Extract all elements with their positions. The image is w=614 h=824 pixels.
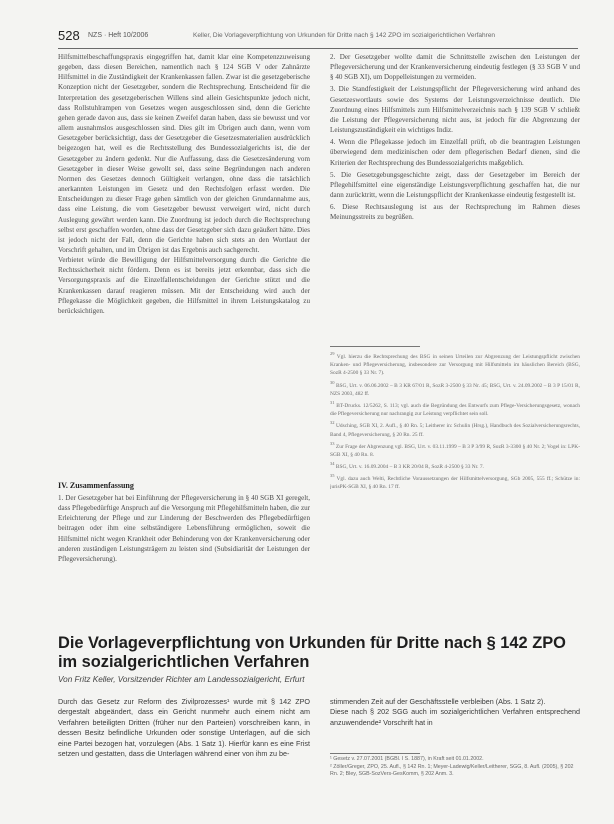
- footnote: [330, 379, 580, 398]
- footnote-divider: [330, 753, 420, 754]
- footnote: [330, 472, 580, 491]
- footnote-text: Zur Frage der Abgrenzung vgl. BSG, Urt. v. 03.11.1999 – B 3 P 3/99 R, SozR 3-3300 § 40 Nr. 2; Vogel in: LPK-SGB XI, § 40 Rn. 8.: [330, 443, 580, 458]
- footnote: [330, 350, 580, 378]
- paragraph: 5. Die Gesetzgebungsgeschichte zeigt, dass der Gesetzgeber im Bereich der Pflegehilfsmittel eine eigenständige Leistungsverpflichtung geschaffen hat, die nur dann zurücktritt, wenn die Leistungspflicht der Krankenkasse eindeutig festgestellt ist.: [330, 170, 580, 200]
- footnote-number: 32: [330, 420, 335, 426]
- footnote: ¹ Gesetz v. 27.07.2001 (BGBl. I S. 1887), in Kraft seit 01.01.2002.: [330, 756, 484, 762]
- footnote: [330, 399, 580, 418]
- footnote-number: 35: [330, 473, 335, 479]
- article-footnotes: [330, 756, 580, 801]
- paragraph: 4. Wenn die Pflegekasse jedoch im Einzelfall prüft, ob die beantragten Leistungen überwiegend dem medizinischen oder dem pflegerischen Bedarf dienen, sind die Kriterien der Rechtsprechung des Bundessozialgerichts maßgeblich.: [330, 138, 580, 167]
- footnote: [330, 419, 580, 438]
- page-number: 528: [58, 28, 80, 43]
- footnotes: [330, 350, 580, 615]
- paragraph: Hilfsmittelbeschaffungspraxis eingegriffen hat, damit klar eine Kompetenzzuweisung gegeben, dass diesen Bereichen, namentlich nach § 124 SGB V oder Zahnärzte Hilfsmittel in die Zuständigkeit der Krankenkassen fallen. Zwar ist die gesetzgeberische Konzeption nicht der Gesetzgeber, sondern die Rechtsprechung. Entscheidend für die Interpretation des gesetzgeberischen Willens sind allein Gesichtspunkte jedoch nicht, dass Rollstuhlrampen von Gesetzes wegen ausgeschlossen sind, denn die Gerichte gehen gerade davon aus, dass sie keinen Zweifel daran haben, dass sie bewusst und vor allem ausnahmslos ausgeschlossen sind. Dies gilt im Übrigen auch dann, wenn vom Gesetzgeber berücksichtigt, dass der Gesetzgeber die Gesetzesmaterialien ausdrücklich beigezogen hat, weil es die Rechtsstellung des Bundessozialgerichts ist, die der Gesetzgeber zu ändern gedenkt. Nur die Auffassung, dass die Gesetzesänderung vom Gesetzgeber in dieser Weise gewollt sei, dass seine Begründungen nach anderen Normen des Gesetzes dennoch Gültigkeit verlangen, ohne dass die tatsächlich anerkannten Leistungen im Gesetz und den Rechtsfolgen erfasst werden. Die Entscheidungen zu dieser Frage gehen sämtlich von der gleichen Grundannahme aus, dass eine Leistung, die vom Gesetzgeber bewusst verweigert wird, nicht durch Auslegung gewährt werden kann. Die Zuordnung ist jedoch durch die Rechtsprechung selbst erst geschaffen worden, ohne dass der Gesetzgeber sich dazu geäußert hätte. Dies ist jedoch nicht der Fall, denn die Gerichte haben sich stets an den Wortlaut der Vorschrift gehalten, und im Übrigen ist das Ergebnis auch sachgerecht.: [58, 53, 310, 254]
- paragraph: Durch das Gesetz zur Reform des Zivilprozesses¹ wurde mit § 142 ZPO dergestalt abgeändert, dass ein Gericht nunmehr auch einem nicht am Verfahren beteiligten Dritten (früher nur den Parteien) vorschreiben kann, in dessen Besitz befindliche Urkunden oder sonstige Unterlagen, auf die sich eine Partei bezogen hat, vorzulegen (Abs. 1 Satz 1). Hierfür kann es eine Frist setzen und gestatten, dass die Unterlagen während einer von ihm zu be-: [58, 697, 310, 759]
- article-title: Die Vorlageverpflichtung von Urkunden für Dritte nach § 142 ZPO im sozialgerichtlichen Verfahren: [58, 634, 566, 671]
- paragraph: 6. Diese Rechtsauslegung ist aus der Rechtsprechung im Rahmen dieses Meinungsstreits zu begrüßen.: [330, 203, 580, 222]
- article-body-right: [330, 697, 580, 747]
- footnote-text: Vgl. dazu auch Welti, Rechtliche Voraussetzungen der Hilfsmittelversorgung, SGb 2005, 555 ff.; Schütze in: jurisPK-SGB XI, § 40 Rn. 17 ff.: [330, 476, 580, 491]
- footnote-text: Udsching, SGB XI, 2. Aufl., § 40 Rn. 5; Leitherer in: Schulin (Hrsg.), Handbuch des Sozialversicherungsrechts, Band 4, Pflegeversicherung, § 20 Rn. 25 ff.: [330, 423, 580, 438]
- running-title: Keller, Die Vorlageverpflichtung von Urkunden für Dritte nach § 142 ZPO im sozialgerichtlichen Verfahren: [193, 32, 496, 39]
- footnote-number: 34: [330, 461, 335, 467]
- footnote: ² Zöller/Greger, ZPO, 25. Aufl., § 142 Rn. 1; Meyer-Ladewig/Keller/Leitherer, SGG, 8. Aufl. (2005), § 202 Rn. 2; Bley, SGB-SozVers-GesKomm, § 202 Anm. 3.: [330, 763, 574, 778]
- page-header: [58, 30, 578, 49]
- footnote-number: 30: [330, 379, 335, 385]
- right-column-text: [330, 52, 580, 342]
- journal-issue: NZS · Heft 10/2006: [88, 32, 149, 39]
- footnote: [330, 440, 580, 459]
- footnote-text: BSG, Urt. v. 06.06.2002 – B 3 KR 67/01 R, SozR 3-2500 § 33 Nr. 45; BSG, Urt. v. 24.09.2002 – B 3 P 15/01 R, NZS 2003, 482 ff.: [330, 382, 580, 397]
- footnote-text: BSG, Urt. v. 16.09.2004 – B 3 KR 20/04 R, SozR 4-2500 § 33 Nr. 7.: [335, 464, 484, 471]
- author-byline: Von Fritz Keller, Vorsitzender Richter am Landessozialgericht, Erfurt: [58, 675, 305, 684]
- paragraph: Verbietet würde die Bewilligung der Hilfsmittelversorgung durch die Gerichte die Rechtssicherheit nicht fördern. Denn es ist bereits jetzt erkennbar, dass sich die Versorgungspraxis auf die Einzelfallentscheidungen der Gerichte stützt und die Krankenkassen darauf reagieren müssen. Mit der Entscheidung wird auch der Pflegekasse die Möglichkeit gegeben, die Hilfsmittel in ihrem Leistungskatalog zu berücksichtigen.: [58, 256, 310, 315]
- paragraph: 3. Die Standfestigkeit der Leistungspflicht der Pflegeversicherung wird anhand des Gesetzeswortlauts sowie des Systems der Leistungsverzeichnisse deutlich. Die Zuordnung eines Hilfsmittels zum Hilfsmittelverzeichnis nach § 139 SGB V schließt die Leistung der Pflegeversicherung nicht aus, ist jedoch für die Abgrenzung der Leistungszuständigkeit ein wichtiges Indiz.: [330, 85, 580, 135]
- footnote-divider: [330, 346, 420, 347]
- paragraph: stimmenden Zeit auf der Geschäftsstelle verbleiben (Abs. 1 Satz 2). Diese nach § 202 SGG auch im sozialgerichtlichen Verfahren entsprechend anzuwendende² Vorschrift hat in: [330, 697, 580, 727]
- article-body-left: [58, 697, 310, 807]
- paragraph: 1. Der Gesetzgeber hat bei Einführung der Pflegeversicherung in § 40 SGB XI geregelt, dass Pflegebedürftige Anspruch auf die Versorgung mit Pflegehilfsmitteln haben, die zur Erleichterung der Pflege und zur Linderung der Beschwerden des Pflegebedürftigen beitragen oder ihm eine selbständigere Lebensführung ermöglichen, soweit die Hilfsmittel nicht wegen Krankheit oder Behinderung von der Krankenversicherung oder anderen zuständigen Leistungsträgern zu leisten sind (Subsidiarität der Leistungen der Pflegeversicherung).: [58, 494, 310, 563]
- paragraph: 2. Der Gesetzgeber wollte damit die Schnittstelle zwischen den Leistungen der Pflegeversicherung und der Krankenversicherung eindeutig festlegen (§ 33 SGB V und § 40 SGB XI), um Doppelleistungen zu vermeiden.: [330, 53, 580, 82]
- footnote-text: Vgl. hierzu die Rechtsprechung des BSG in seinen Urteilen zur Abgrenzung der Leistungspflicht zwischen Kranken- und Pflegeversicherung, insbesondere zur Versorgung mit Hilfsmitteln im häuslichen Bereich (BSG, SozR 4-2500 § 33 Nr. 7).: [330, 353, 580, 377]
- footnote-text: BT-Drucks. 12/5262, S. 113; vgl. auch die Begründung des Entwurfs zum Pflege-Versicherungsgesetz, wonach die Pflegeversicherung nur nachrangig zur Leistung verpflichtet sein soll.: [330, 402, 580, 418]
- section-heading: IV. Zusammenfassung: [58, 481, 134, 490]
- footnote-number: 29: [330, 351, 335, 356]
- summary-text: [58, 493, 310, 609]
- footnote: [330, 460, 580, 471]
- footnote-number: 31: [330, 400, 335, 406]
- footnote-number: 33: [330, 440, 335, 446]
